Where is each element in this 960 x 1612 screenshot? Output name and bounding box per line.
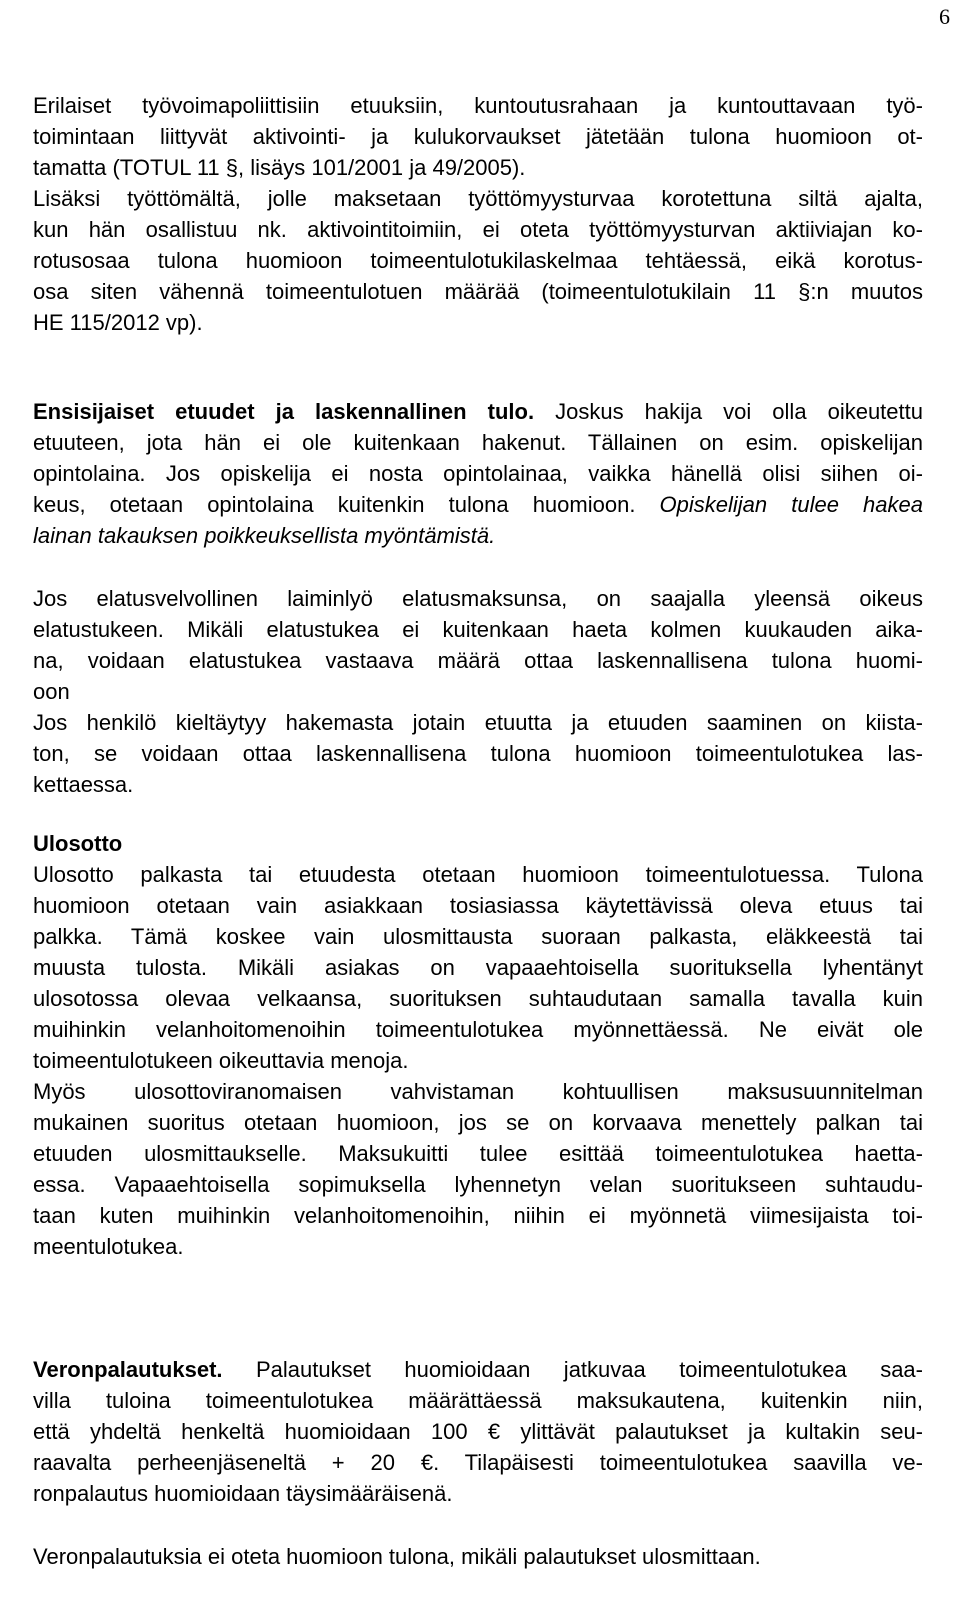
p3-line-6: ton, se voidaan ottaa laskennallisena tulona huomioon toimeentulotukea las-	[33, 741, 923, 766]
section-heading-ulosotto: Ulosotto	[33, 831, 123, 856]
p1-line-7: osa siten vähennä toimeentulotuen määrää (toimeentulotukilain 11 §:n muutos	[33, 279, 923, 304]
p2-line-5	[33, 520, 495, 551]
p3-line-4: oon	[33, 679, 70, 704]
p2-line-4	[33, 489, 923, 520]
p3-line-3: na, voidaan elatustukea vastaava määrä ottaa laskennallisena tulona huomi-	[33, 648, 923, 673]
p2-line-5-italic: lainan takauksen poikkeuksellista myöntämistä.	[33, 523, 496, 548]
p5-line-1-text: Palautukset huomioidaan jatkuvaa toimeentulotukea saa-	[222, 1357, 923, 1382]
p4-line-13: meentulotukea.	[33, 1234, 184, 1259]
page-number: 6	[939, 4, 950, 29]
p1-line-4: Lisäksi työttömältä, jolle maksetaan työttömyysturvaa korotettuna siltä ajalta,	[33, 186, 923, 211]
p4-line-5: ulosotossa olevaa velkaansa, suorituksen suhtaudutaan samalla tavalla kuin	[33, 986, 923, 1011]
p4-line-8: Myös ulosottoviranomaisen vahvistaman kohtuullisen maksusuunnitelman	[33, 1079, 923, 1104]
p1-line-8: HE 115/2012 vp).	[33, 310, 203, 335]
p1-line-2: toimintaan liittyvät aktivointi- ja kulukorvaukset jätetään tulona huomioon ot-	[33, 124, 923, 149]
p2-line-1-text: Joskus hakija voi olla oikeutettu	[534, 399, 923, 424]
p5-line-2: villa tuloina toimeentulotukea määrättäessä maksukautena, kuitenkin niin,	[33, 1388, 923, 1413]
p1-line-1: Erilaiset työvoimapoliittisiin etuuksiin, kuntoutusrahaan ja kuntouttavaan työ-	[33, 93, 923, 118]
p4-line-3: palkka. Tämä koskee vain ulosmittausta suoraan palkasta, eläkkeestä tai	[33, 924, 923, 949]
p2-line-4-italic: Opiskelijan tulee hakea	[659, 492, 923, 517]
p4-line-6: muihinkin velanhoitomenoihin toimeentulotukea myönnettäessä. Ne eivät ole	[33, 1017, 923, 1042]
p1-line-6: rotusosaa tulona huomioon toimeentulotukilaskelmaa tehtäessä, eikä korotus-	[33, 248, 923, 273]
p5-line-3: että yhdeltä henkeltä huomioidaan 100 € ylittävät palautukset ja kultakin seu-	[33, 1419, 923, 1444]
p4-line-11: essa. Vapaaehtoisella sopimuksella lyhennetyn velan suoritukseen suhtaudu-	[33, 1172, 923, 1197]
p3-line-2: elatustukeen. Mikäli elatustukea ei kuitenkaan haeta kolmen kuukauden aika-	[33, 617, 923, 642]
p4-line-10: etuuden ulosmittaukselle. Maksukuitti tulee esittää toimeentulotukea haetta-	[33, 1141, 923, 1166]
p2-line-1	[33, 396, 923, 427]
p4-line-2: huomioon otetaan vain asiakkaan tosiasiassa käytettävissä oleva etuus tai	[33, 893, 923, 918]
p5-line-5: ronpalautus huomioidaan täysimääräisenä.	[33, 1481, 453, 1506]
p3-line-5: Jos henkilö kieltäytyy hakemasta jotain etuutta ja etuuden saaminen on kiista-	[33, 710, 923, 735]
p4-line-7: toimeentulotukeen oikeuttavia menoja.	[33, 1048, 409, 1073]
p3-line-7: kettaessa.	[33, 772, 134, 797]
p2-line-2: etuuteen, jota hän ei ole kuitenkaan hakenut. Tällainen on esim. opiskelijan	[33, 430, 923, 455]
section-heading-tax-refunds: Veronpalautukset.	[33, 1357, 223, 1382]
p5-line-1	[33, 1354, 923, 1385]
p2-line-3: opintolaina. Jos opiskelija ei nosta opintolainaa, vaikka hänellä olisi siihen oi-	[33, 461, 923, 486]
p4-line-9: mukainen suoritus otetaan huomioon, jos se on korvaava menettely palkan tai	[33, 1110, 923, 1135]
p4-line-12: taan kuten muihinkin velanhoitomenoihin, niihin ei myönnetä viimesijaista toi-	[33, 1203, 923, 1228]
p4-line-4: muusta tulosta. Mikäli asiakas on vapaaehtoisella suorituksella lyhentänyt	[33, 955, 923, 980]
p2-line-4-text: keus, otetaan opintolaina kuitenkin tulona huomioon.	[33, 492, 660, 517]
p4-line-1: Ulosotto palkasta tai etuudesta otetaan huomioon toimeentulotuessa. Tulona	[33, 862, 923, 887]
p1-line-3: tamatta (TOTUL 11 §, lisäys 101/2001 ja 49/2005).	[33, 155, 526, 180]
p1-line-5: kun hän osallistuu nk. aktivointitoimiin, ei oteta työttömyysturvan aktiiviajan ko-	[33, 217, 923, 242]
p5-line-4: raavalta perheenjäseneltä + 20 €. Tilapäisesti toimeentulotukea saavilla ve-	[33, 1450, 923, 1475]
section-heading-primary-benefits: Ensisijaiset etuudet ja laskennallinen tulo.	[33, 399, 535, 424]
p3-line-1: Jos elatusvelvollinen laiminlyö elatusmaksunsa, on saajalla yleensä oikeus	[33, 586, 923, 611]
p6-line-1: Veronpalautuksia ei oteta huomioon tulona, mikäli palautukset ulosmittaan.	[33, 1544, 761, 1569]
